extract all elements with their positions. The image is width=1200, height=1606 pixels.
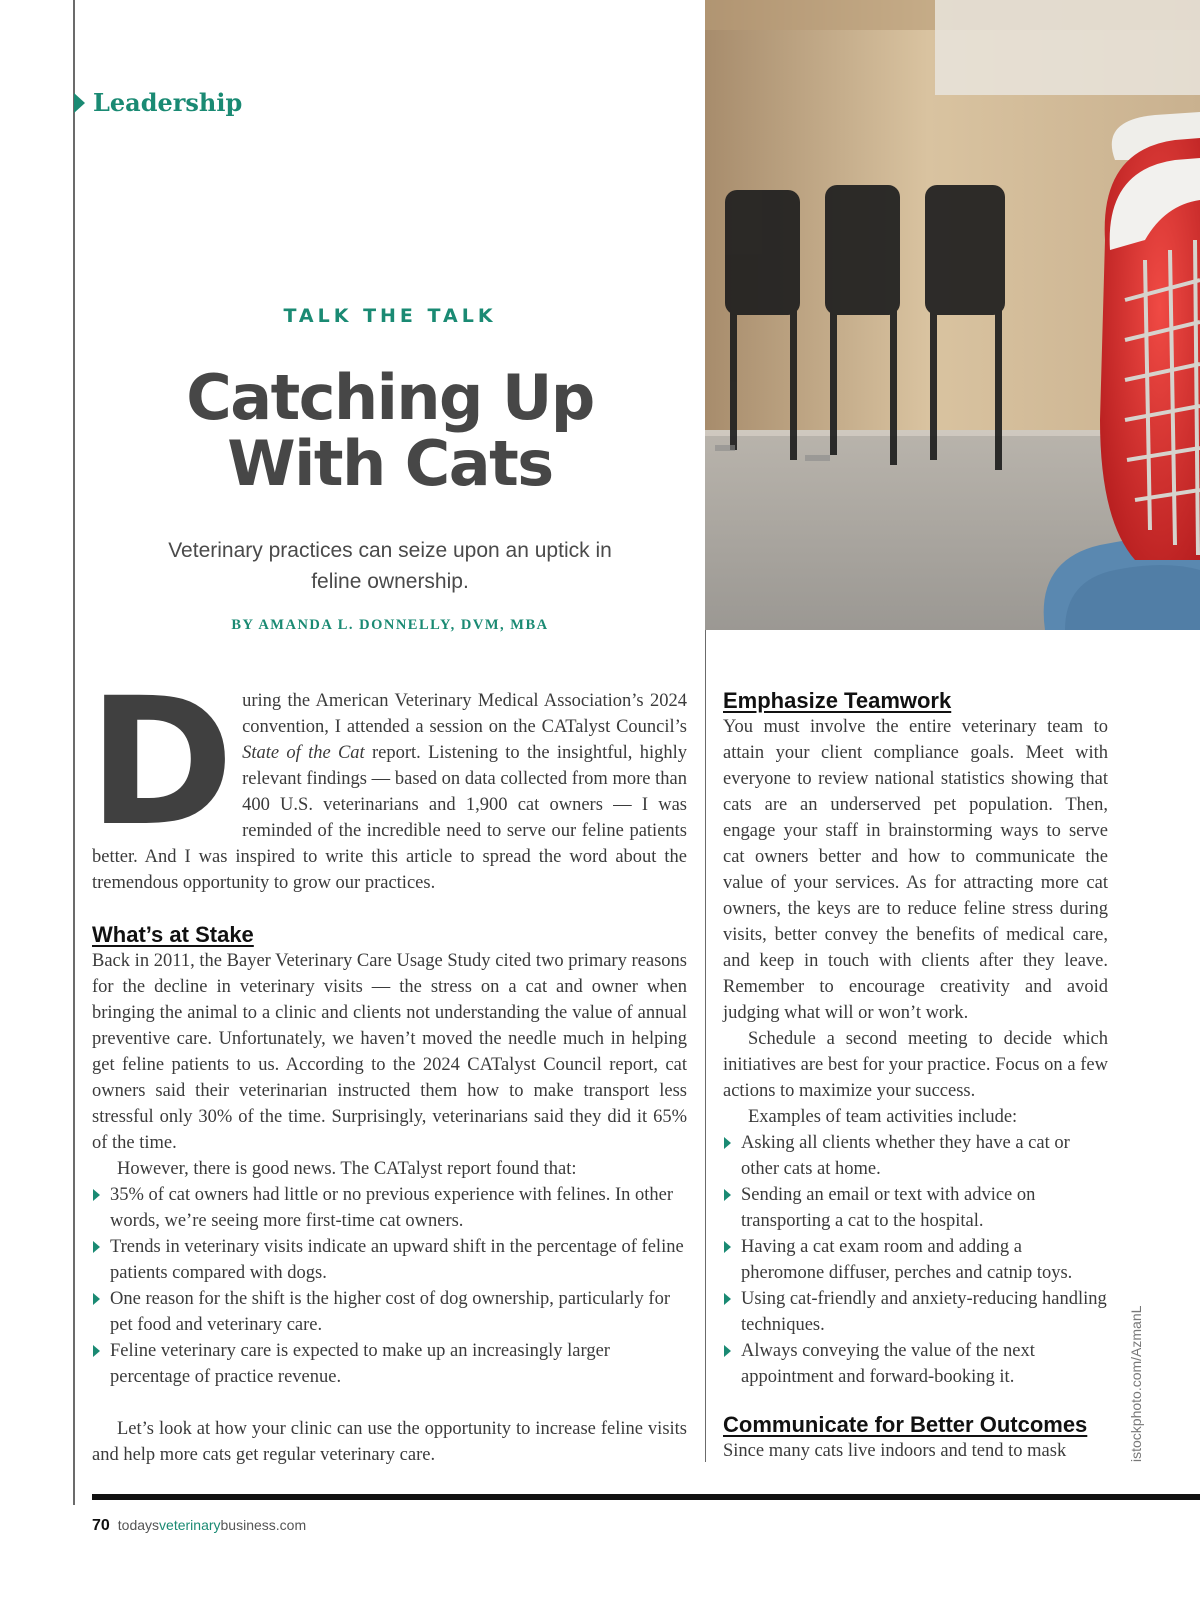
- article-title: [150, 361, 630, 500]
- article-kicker: TALK THE TALK: [283, 305, 497, 327]
- site-suffix: business.com: [220, 1517, 307, 1533]
- bullet-arrow-icon: [93, 1241, 100, 1253]
- intro-report-title: State of the Cat: [242, 743, 365, 763]
- bullet-arrow-icon: [724, 1189, 731, 1201]
- list-item: Using cat-friendly and anxiety-reducing handling techniques.: [723, 1286, 1108, 1338]
- section-label: [74, 88, 242, 117]
- comm-paragraph-1: Since many cats live indoors and tend to mask: [723, 1441, 1067, 1461]
- list-item: Trends in veterinary visits indicate an upward shift in the percentage of feline patients compared with dogs.: [92, 1234, 687, 1286]
- page-footer: [92, 1517, 306, 1535]
- drop-cap: D: [88, 660, 235, 865]
- article-byline: BY AMANDA L. DONNELLY, DVM, MBA: [231, 617, 549, 633]
- site-prefix: todays: [117, 1517, 160, 1533]
- intro-text-2: report. Listening to the insightful, highly relevant findings — based on data collected from more than 400 U.S. veterinarians and 1,900 cat owners — I was reminded of the incredible need to serve our feline patients better. And I was inspired to write this article to spread the word about the tremendous opportunity to grow our practices.: [92, 743, 687, 893]
- site-highlight: veterinary: [159, 1517, 221, 1533]
- stake-paragraph-3: Let’s look at how your clinic can use the opportunity to increase feline visits and help more cats get regular veterinary care.: [92, 1419, 687, 1465]
- subhead-emphasize-teamwork: Emphasize Teamwork: [723, 688, 952, 713]
- stake-paragraph-1: Back in 2011, the Bayer Veterinary Care Usage Study cited two primary reasons for the decline in veterinary visits — the stress on a cat and owner when bringing the animal to a clinic and clients not understanding the value of annual preventive care. Unfortunately, we haven’t moved the needle much in helping get feline patients to us. According to the 2024 CATalyst Council report, cat owners said their veterinarian instructed them how to make transport less stressful only 30% of the time. Surprisingly, veterinarians said they did it 65% of the time.: [92, 951, 687, 1153]
- list-item: 35% of cat owners had little or no previous experience with felines. In other words, we’re seeing more first-time cat owners.: [92, 1182, 687, 1234]
- bullet-arrow-icon: [93, 1345, 100, 1357]
- article-title-line-1: Catching Up: [186, 361, 594, 434]
- team-paragraph-3: Examples of team activities include:: [748, 1107, 1018, 1127]
- bullet-arrow-icon: [724, 1137, 731, 1149]
- section-marker-icon: [74, 93, 85, 113]
- subhead-communicate: Communicate for Better Outcomes: [723, 1412, 1088, 1437]
- stake-bullet-list: [92, 1182, 687, 1390]
- bullet-arrow-icon: [724, 1345, 731, 1357]
- bullet-arrow-icon: [724, 1241, 731, 1253]
- article-column-left: [88, 660, 687, 1468]
- photo-credit: istockphoto.com/AzmanL: [1128, 1305, 1144, 1462]
- team-paragraph-2: Schedule a second meeting to decide which initiatives are best for your practice. Focus on a few actions to maximize your success.: [723, 1029, 1108, 1101]
- list-item: One reason for the shift is the higher cost of dog ownership, particularly for pet food and veterinary care.: [92, 1286, 687, 1338]
- intro-text-1: uring the American Veterinary Medical Association’s 2024 convention, I attended a session on the CATalyst Council’s: [242, 691, 687, 737]
- bullet-arrow-icon: [724, 1293, 731, 1305]
- intro-paragraph: [88, 660, 687, 896]
- article-dek: Veterinary practices can seize upon an uptick in feline ownership.: [168, 539, 612, 593]
- cat-carrier-waiting-room-illustration: [705, 0, 1200, 630]
- list-item: Sending an email or text with advice on transporting a cat to the hospital.: [723, 1182, 1108, 1234]
- left-margin-rule: [73, 0, 75, 1505]
- list-item: Asking all clients whether they have a cat or other cats at home.: [723, 1130, 1108, 1182]
- footer-rule: [92, 1494, 1200, 1500]
- bullet-arrow-icon: [93, 1293, 100, 1305]
- list-item: Feline veterinary care is expected to make up an increasingly larger percentage of practice revenue.: [92, 1338, 687, 1390]
- hero-photo: [705, 0, 1200, 630]
- team-bullet-list: [723, 1130, 1108, 1390]
- page-number: 70: [92, 1517, 110, 1534]
- section-label-text: Leadership: [93, 88, 243, 117]
- list-item: Always conveying the value of the next appointment and forward-booking it.: [723, 1338, 1108, 1390]
- list-item: Having a cat exam room and adding a pheromone diffuser, perches and catnip toys.: [723, 1234, 1108, 1286]
- article-column-right: [723, 688, 1108, 1464]
- bullet-arrow-icon: [93, 1189, 100, 1201]
- subhead-whats-at-stake: What’s at Stake: [92, 922, 254, 947]
- stake-paragraph-2: However, there is good news. The CATalyst report found that:: [117, 1159, 577, 1179]
- column-divider-rule: [705, 630, 706, 1462]
- article-title-line-2: With Cats: [227, 427, 553, 500]
- team-paragraph-1: You must involve the entire veterinary team to attain your client compliance goals. Meet with everyone to review national statistics showing that cats are an underserved pet population. Then, engage your staff in brainstorming ways to serve cat owners better and how to communicate the value of your services. As for attracting more cat owners, the keys are to reduce feline stress during visits, better convey the benefits of medical care, and keep in touch with clients after they leave. Remember to encourage creativity and avoid judging what will or won’t work.: [723, 717, 1108, 1023]
